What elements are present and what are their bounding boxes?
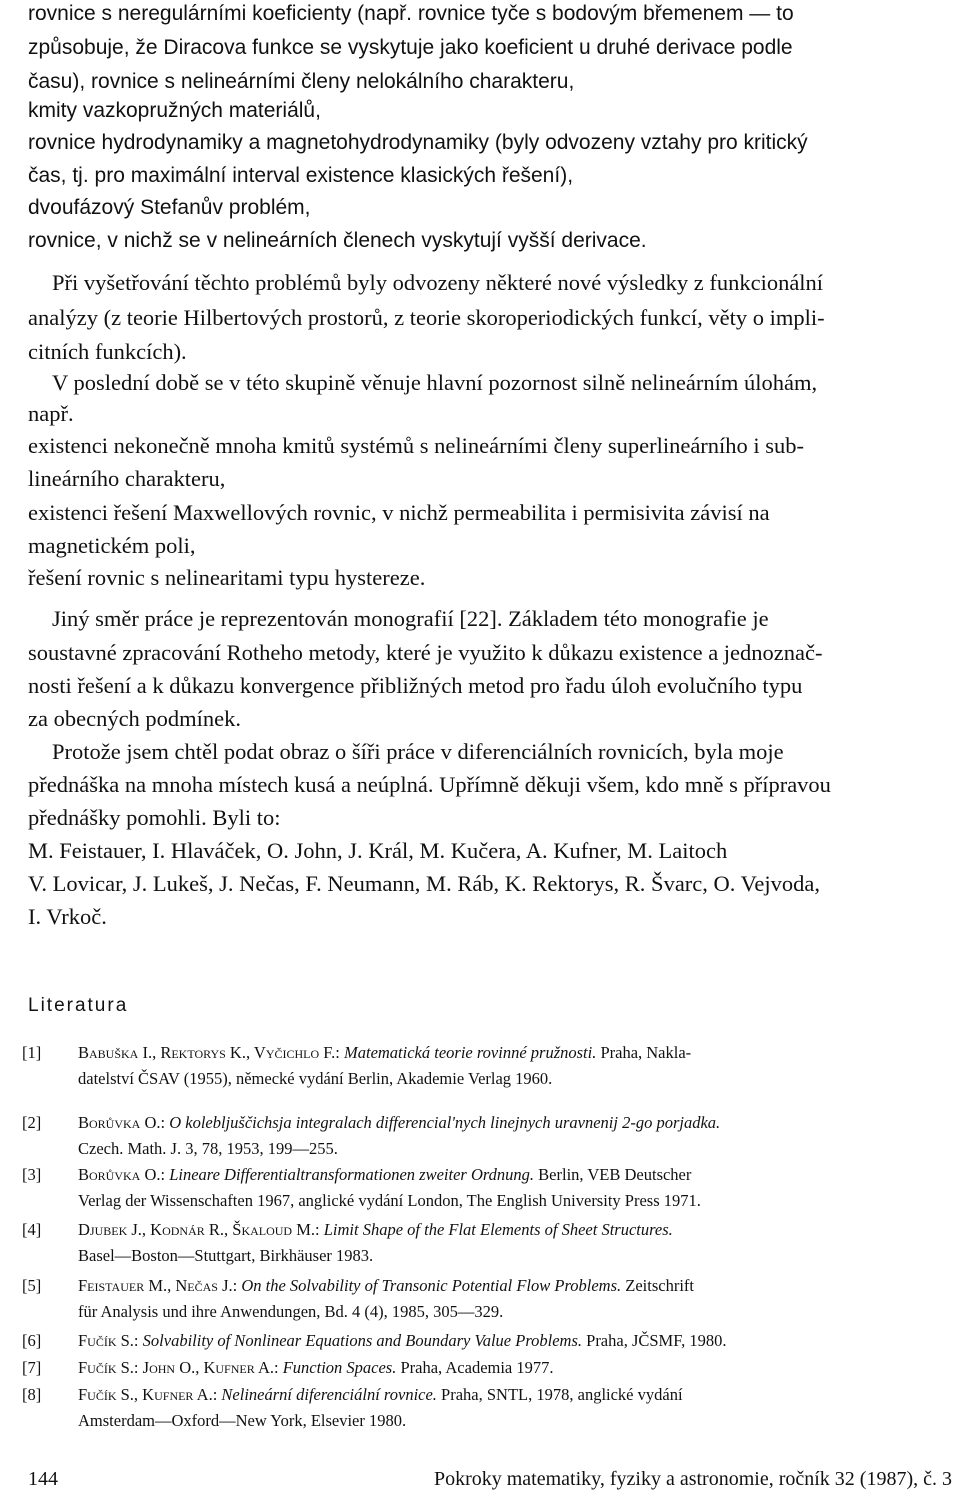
reference-authors: Fučík S.: John O., Kufner A.: (78, 1358, 279, 1377)
body-line: V poslední době se v této skupině věnuje hlavní pozornost silně nelineárním úlohám, (52, 370, 818, 395)
reference-number: [2] (22, 1113, 42, 1132)
body-line: existenci řešení Maxwellových rovnic, v nichž permeabilita i permisivita závisí na (28, 500, 770, 525)
body-line: I. Vrkoč. (28, 904, 107, 929)
reference-item (22, 1217, 958, 1269)
reference-title: Matematická teorie rovinné pružnosti. (343, 1043, 597, 1062)
reference-details: Praha, SNTL, 1978, anglické vydání (436, 1385, 683, 1404)
reference-authors: Babuška I., Rektorys K., Vyčichlo F.: (78, 1043, 340, 1062)
intro-line: rovnice, v nichž se v nelineárních členech vyskytují vyšší derivace. (28, 229, 647, 252)
body-line: M. Feistauer, I. Hlaváček, O. John, J. Král, M. Kučera, A. Kufner, M. Laitoch (28, 838, 728, 863)
body-line: Jiný směr práce je reprezentován monografií [22]. Základem této monografie je (52, 606, 769, 631)
body-line: citních funkcích). (28, 339, 187, 364)
body-line: nosti řešení a k důkazu konvergence přibližných metod pro řadu úloh evolučního typu (28, 673, 803, 698)
reference-title: Limit Shape of the Flat Elements of Sheet Structures. (323, 1220, 673, 1239)
reference-authors: Djubek J., Kodnár R., Škaloud M.: (78, 1220, 320, 1239)
reference-item (22, 1355, 958, 1381)
reference-item (22, 1382, 958, 1434)
body-line: existenci nekonečně mnoha kmitů systémů s nelineárními členy superlineárního i sub- (28, 433, 805, 458)
page-number: 144 (28, 1468, 58, 1490)
body-line: Protože jsem chtěl podat obraz o šíři práce v diferenciálních rovnicích, byla moje (52, 739, 784, 764)
body-line: lineárního charakteru, (28, 466, 226, 491)
intro-line: způsobuje, že Diracova funkce se vyskytuje jako koeficient u druhé derivace podle (28, 36, 793, 59)
reference-number: [6] (22, 1331, 42, 1350)
reference-title: Nelineární diferenciální rovnice. (221, 1385, 437, 1404)
journal-footer: Pokroky matematiky, fyziky a astronomie, ročník 32 (1987), č. 3 (433, 1468, 952, 1490)
reference-details: Zeitschrift (621, 1276, 695, 1295)
reference-number: [3] (22, 1165, 42, 1184)
reference-number: [8] (22, 1385, 42, 1404)
intro-line: kmity vazkopružných materiálů, (28, 99, 321, 122)
reference-number: [1] (22, 1043, 42, 1062)
body-line: magnetickém poli, (28, 533, 196, 558)
body-line: přednášky pomohli. Byli to: (28, 805, 281, 830)
reference-continuation: Czech. Math. J. 3, 78, 1953, 199—255. (78, 1139, 338, 1158)
reference-continuation: Basel—Boston—Stuttgart, Birkhäuser 1983. (78, 1246, 374, 1265)
reference-number: [5] (22, 1276, 42, 1295)
body-line: Při vyšetřování těchto problémů byly odvozeny některé nové výsledky z funkcionální (52, 270, 824, 295)
reference-title: Lineare Differentialtransformationen zweiter Ordnung. (169, 1165, 535, 1184)
reference-details: Praha, Academia 1977. (396, 1358, 554, 1377)
reference-authors: Fučík S., Kufner A.: (78, 1385, 218, 1404)
body-line: přednáška na mnoha místech kusá a neúplná. Upřímně děkuji všem, kdo mně s přípravou (28, 772, 831, 797)
body-line: řešení rovnic s nelinearitami typu hystereze. (28, 565, 426, 590)
reference-details: Berlin, VEB Deutscher (534, 1165, 692, 1184)
reference-continuation: Amsterdam—Oxford—New York, Elsevier 1980. (78, 1411, 407, 1430)
reference-item (22, 1110, 958, 1162)
reference-authors: Fučík S.: (78, 1331, 139, 1350)
reference-continuation: datelství ČSAV (1955), německé vydání Berlin, Akademie Verlag 1960. (78, 1069, 553, 1088)
reference-details: Praha, JČSMF, 1980. (582, 1331, 727, 1350)
reference-title: On the Solvability of Transonic Potential Flow Problems. (241, 1276, 622, 1295)
reference-title: Solvability of Nonlinear Equations and Boundary Value Problems. (142, 1331, 583, 1350)
intro-line: rovnice hydrodynamiky a magnetohydrodynamiky (byly odvozeny vztahy pro kritický (28, 131, 808, 154)
reference-authors: Borůvka O.: (78, 1113, 166, 1132)
reference-number: [7] (22, 1358, 42, 1377)
reference-item (22, 1273, 958, 1325)
reference-item (22, 1328, 958, 1354)
reference-number: [4] (22, 1220, 42, 1239)
reference-continuation: für Analysis und ihre Anwendungen, Bd. 4 (4), 1985, 305—329. (78, 1302, 504, 1321)
intro-line: rovnice s neregulárními koeficienty (např. rovnice tyče s bodovým břemenem — to (28, 2, 794, 25)
body-line: např. (28, 401, 74, 426)
body-line: za obecných podmínek. (28, 706, 242, 731)
reference-item (22, 1040, 958, 1092)
intro-line: dvoufázový Stefanův problém, (28, 196, 311, 219)
reference-authors: Borůvka O.: (78, 1165, 166, 1184)
body-line: soustavné zpracování Rotheho metody, které je využito k důkazu existence a jednoznač- (28, 640, 823, 665)
reference-continuation: Verlag der Wissenschaften 1967, anglické vydání London, The English University Press 1971. (78, 1191, 701, 1210)
reference-details: Praha, Nakla- (596, 1043, 692, 1062)
body-line: V. Lovicar, J. Lukeš, J. Nečas, F. Neumann, M. Ráb, K. Rektorys, R. Švarc, O. Vejvoda, (28, 871, 820, 896)
intro-line: času), rovnice s nelineárními členy nelokálního charakteru, (28, 70, 575, 93)
intro-line: čas, tj. pro maximální interval existence klasických řešení), (28, 164, 574, 187)
body-line: analýzy (z teorie Hilbertových prostorů, z teorie skoroperiodických funkcí, věty o impli- (28, 305, 825, 330)
reference-title: Function Spaces. (282, 1358, 397, 1377)
reference-title: O kolebljuščichsja integralach differencial'nych linejnych uravnenij 2-go porjadka. (169, 1113, 721, 1132)
reference-item (22, 1162, 958, 1214)
reference-authors: Feistauer M., Nečas J.: (78, 1276, 238, 1295)
literature-heading: Literatura (28, 995, 129, 1016)
